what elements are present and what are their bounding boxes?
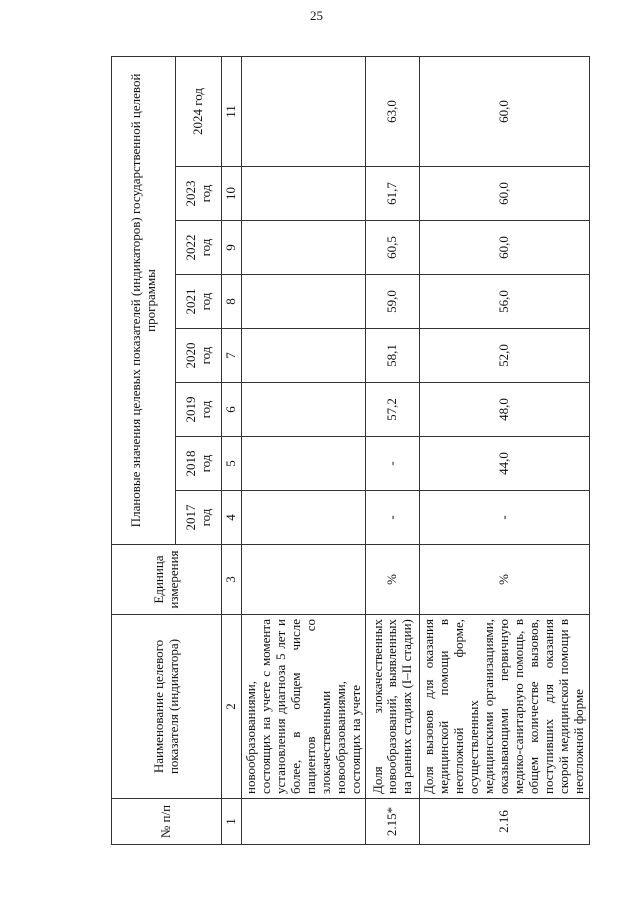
column-number: 5 [222,437,242,491]
header-year: 2019 год [176,383,222,437]
row-value: 52,0 [420,329,589,383]
row-value [241,275,366,329]
rotated-page [111,57,586,845]
header-num: № п/п [112,799,222,845]
page-number: 25 [310,8,323,23]
column-number: 2 [222,615,242,799]
header-year: 2024 год [176,56,222,166]
row-value: 57,2 [366,383,420,437]
table-row [420,56,589,844]
row-unit: % [420,545,589,615]
row-value [241,221,366,275]
header-planned: Плановые значения целевых показателей (индикаторов) государственной целевой программы [112,56,176,544]
row-num [241,799,366,845]
row-name: новообразованиями, состоящих на учете с момента установления диагноза 5 лет и более, в общем числе пациентов со злокачественными новообразованиями, состоящих на учете [241,615,366,799]
row-value: 59,0 [366,275,420,329]
row-value: 60,0 [420,56,589,166]
row-num: 2.16 [420,799,589,845]
row-value: 63,0 [366,56,420,166]
row-value: 44,0 [420,437,589,491]
column-number: 6 [222,383,242,437]
column-numbers-row [222,56,242,844]
header-year: 2023 год [176,167,222,221]
row-unit [241,545,366,615]
column-number: 3 [222,545,242,615]
column-number: 1 [222,799,242,845]
row-value: - [366,491,420,545]
column-number: 4 [222,491,242,545]
row-unit: % [366,545,420,615]
header-year: 2017 год [176,491,222,545]
column-number: 7 [222,329,242,383]
header-year: 2018 год [176,437,222,491]
row-value: 61,7 [366,167,420,221]
header-row [112,56,176,844]
header-year: 2021 год [176,275,222,329]
table-row [241,56,366,844]
row-value: 58,1 [366,329,420,383]
row-value: 56,0 [420,275,589,329]
row-name: Доля злокачественных новообразований, выявленных на ранних стадиях (I–II стадии) [366,615,420,799]
row-value [241,329,366,383]
row-value: 48,0 [420,383,589,437]
row-name: Доля вызовов для оказания медицинской помощи в неотложной форме, осуществленных медицинскими организациями, оказывающими первичную медико-санитарную помощь, в общем количестве вызовов, поступивших для оказания скорой медицинской помощи в неотложной форме [420,615,589,799]
header-year: 2022 год [176,221,222,275]
row-value [241,56,366,166]
row-value: 60,0 [420,221,589,275]
column-number: 8 [222,275,242,329]
row-value: - [420,491,589,545]
header-unit: Единица измерения [112,545,222,615]
indicators-table [111,56,590,845]
row-num: 2.15* [366,799,420,845]
row-value: 60,0 [420,167,589,221]
column-number: 11 [222,56,242,166]
row-value: - [366,437,420,491]
header-name: Наименование целевого показателя (индикатора) [112,615,222,799]
row-value [241,383,366,437]
row-value [241,167,366,221]
row-value [241,437,366,491]
row-value: 60,5 [366,221,420,275]
column-number: 9 [222,221,242,275]
table-row [366,56,420,844]
column-number: 10 [222,167,242,221]
header-year: 2020 год [176,329,222,383]
row-value [241,491,366,545]
